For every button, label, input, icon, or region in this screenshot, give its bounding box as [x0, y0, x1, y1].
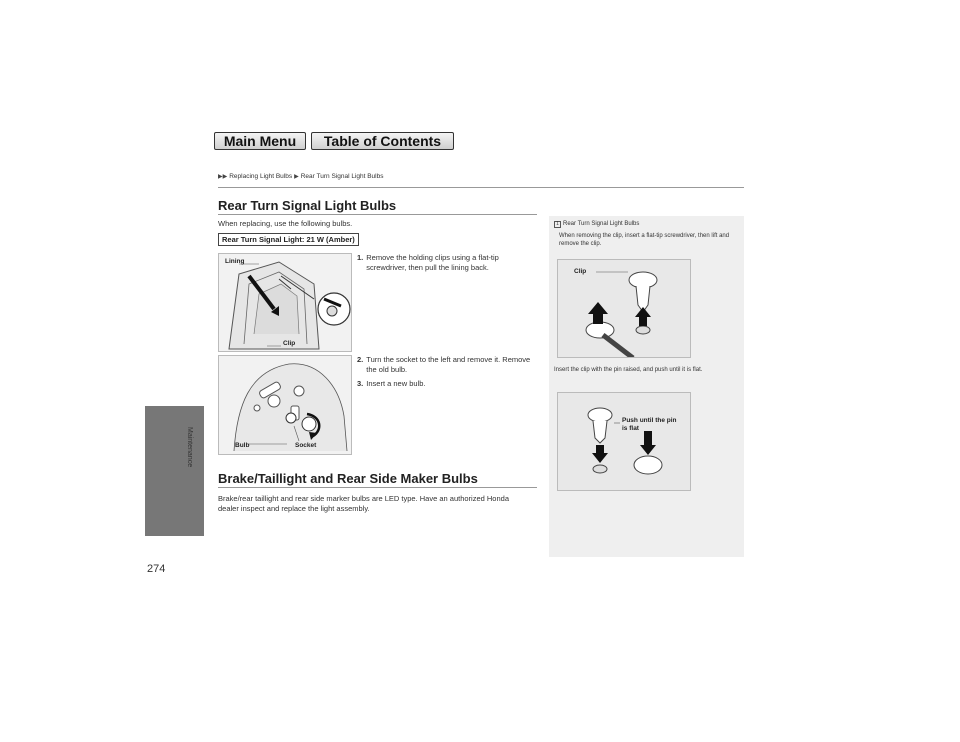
label-bulb: Bulb — [235, 442, 250, 449]
sidebar-text-remove-clip: When removing the clip, insert a flat-tip screwdriver, then lift and remove the clip. — [559, 233, 730, 247]
sidebar-label-push-until-flat: Push until the pin is flat — [622, 417, 677, 432]
breadcrumb — [218, 173, 383, 180]
section-title-rear-turn-signal: Rear Turn Signal Light Bulbs — [218, 198, 397, 213]
step-number: 1. — [357, 253, 364, 262]
sidebar-figure-clip-removal — [557, 259, 691, 358]
section-title-underline — [218, 487, 537, 488]
label-clip: Clip — [283, 340, 296, 347]
section-tab[interactable] — [145, 406, 204, 536]
trunk-lining-illustration — [219, 254, 352, 352]
figure-bulb-socket — [218, 355, 352, 455]
step-number: 2. — [357, 355, 364, 364]
breadcrumb-link-replacing-bulbs[interactable]: Replacing Light Bulbs — [229, 173, 293, 180]
label-lining: Lining — [225, 258, 245, 265]
step-text: Turn the socket to the left and remove it. Remove the old bulb. — [366, 355, 531, 374]
step-3 — [357, 379, 537, 389]
sidebar-title — [554, 220, 639, 228]
breadcrumb-arrow-icon: ▶▶ — [218, 174, 228, 180]
breadcrumb-arrow-icon: ▶ — [294, 174, 299, 180]
figure-lining-clip — [218, 253, 352, 352]
breadcrumb-current: Rear Turn Signal Light Bulbs — [300, 173, 384, 180]
main-menu-button[interactable]: Main Menu — [214, 132, 306, 150]
intro-text: When replacing, use the following bulbs. — [218, 219, 353, 228]
sidebar-title-text: Rear Turn Signal Light Bulbs — [563, 221, 640, 227]
sidebar-label-clip: Clip — [574, 268, 587, 275]
step-1 — [357, 253, 537, 273]
section-title-underline — [218, 214, 537, 215]
table-of-contents-button[interactable]: Table of Contents — [311, 132, 454, 150]
sidebar-note — [549, 216, 744, 557]
step-number: 3. — [357, 379, 364, 388]
header-divider — [218, 187, 744, 188]
page-number: 274 — [147, 563, 166, 575]
step-text: Remove the holding clips using a flat-tip screwdriver, then pull the lining back. — [366, 253, 499, 272]
section-tab-label: Maintenance — [186, 427, 193, 468]
note-icon: 1 — [554, 221, 561, 228]
sidebar-figure-clip-insertion — [557, 392, 691, 491]
section-title-brake-taillight: Brake/Taillight and Rear Side Maker Bulbs — [218, 471, 478, 486]
label-socket: Socket — [295, 442, 317, 449]
step-2 — [357, 355, 537, 375]
step-text: Insert a new bulb. — [366, 379, 426, 388]
brake-taillight-text: Brake/rear taillight and rear side marker bulbs are LED type. Have an authorized Honda dealer inspect and replace the light assembly. — [218, 494, 509, 513]
bulb-socket-illustration — [219, 356, 352, 455]
clip-insertion-illustration — [558, 393, 691, 491]
bulb-spec-box: Rear Turn Signal Light: 21 W (Amber) — [218, 233, 359, 246]
sidebar-text-insert-clip: Insert the clip with the pin raised, and push until it is flat. — [554, 367, 703, 373]
